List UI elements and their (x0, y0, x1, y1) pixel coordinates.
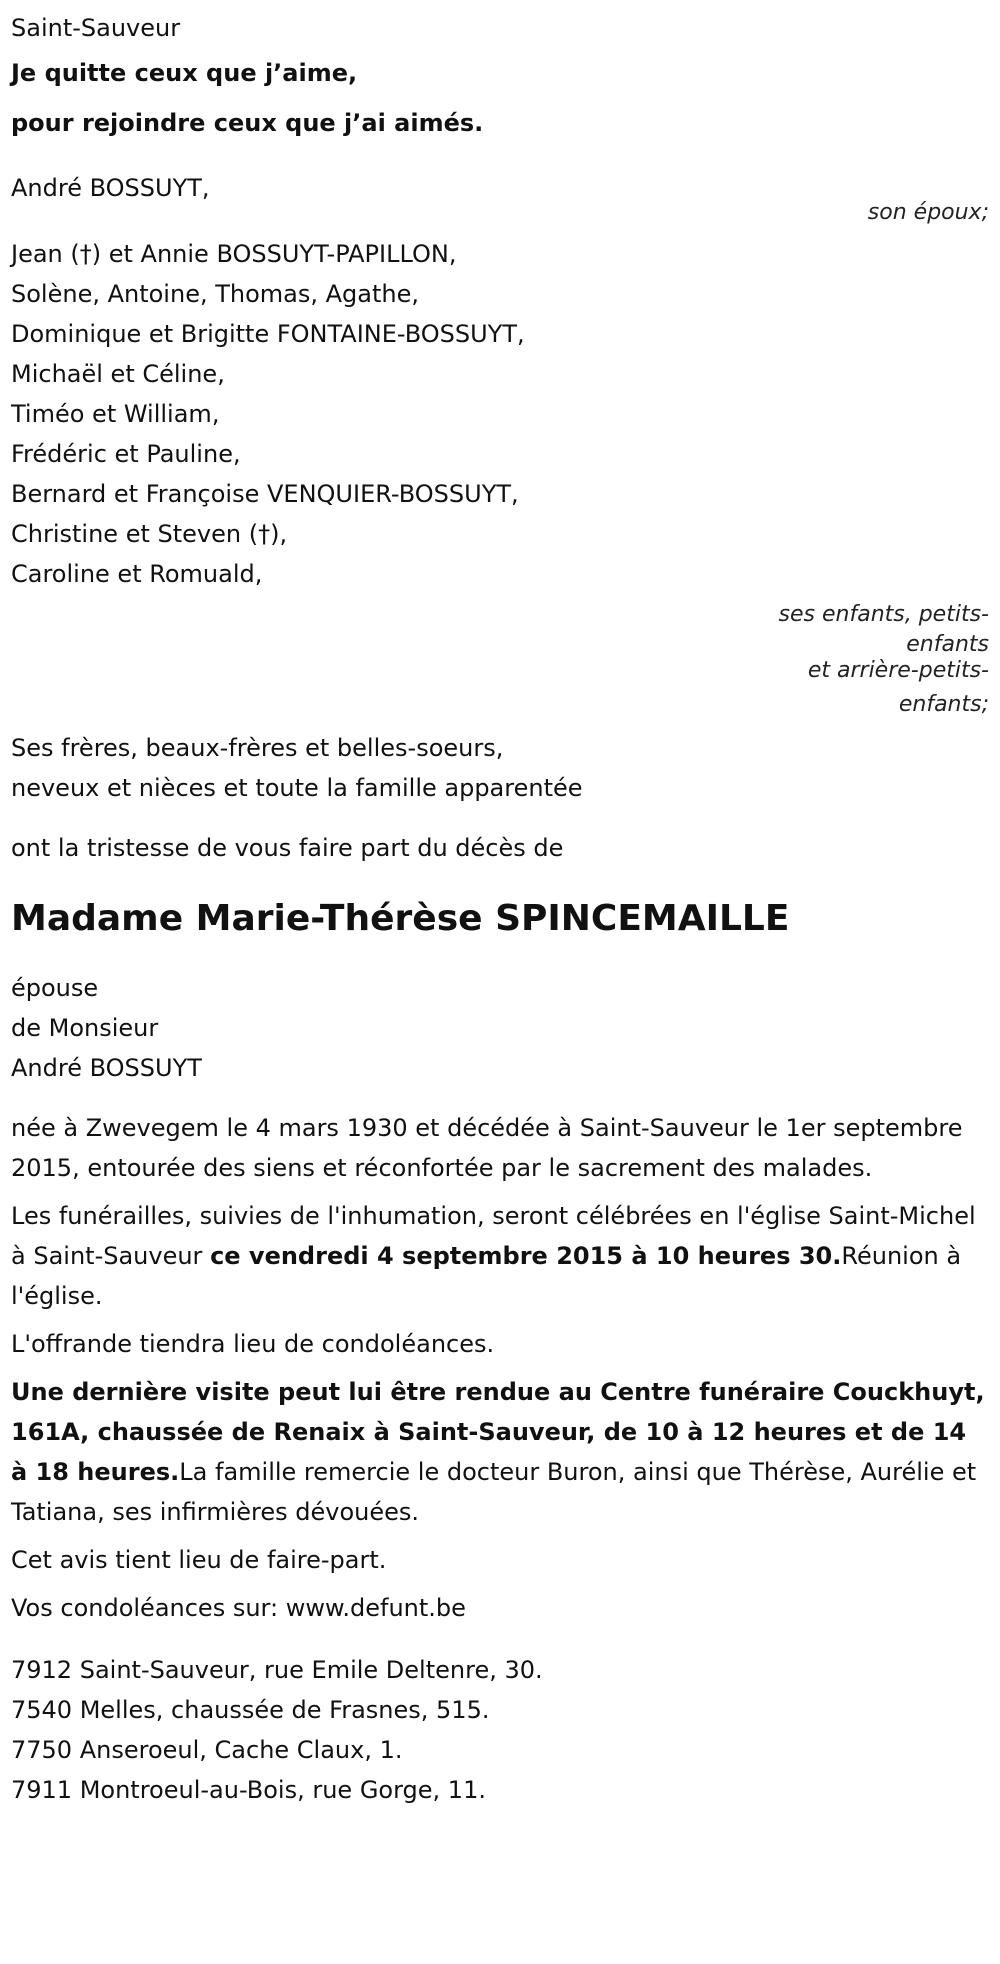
address-item: 7540 Melles, chaussée de Frasnes, 515. (11, 1696, 490, 1724)
family-line-1: Ses frères, beaux-frères et belles-soeurs, (11, 734, 504, 762)
children-role-line-3: et arrière-petits- (807, 658, 989, 683)
notice-paragraph: Cet avis tient lieu de faire-part. (11, 1546, 387, 1574)
list-item: Frédéric et Pauline, (11, 440, 241, 468)
spouse-role: son époux; (867, 200, 989, 225)
funeral-paragraph (11, 1196, 989, 1316)
list-item: Solène, Antoine, Thomas, Agathe, (11, 280, 419, 308)
address-item: 7912 Saint-Sauveur, rue Emile Deltenre, 30. (11, 1656, 543, 1684)
condolences-paragraph: Vos condoléances sur: www.defunt.be (11, 1594, 466, 1622)
family-line-2: neveux et nièces et toute la famille apparentée (11, 774, 583, 802)
quote-line-2: pour rejoindre ceux que j’ai aimés. (11, 109, 484, 137)
visit-after: La famille remercie le docteur Buron, ainsi que Thérèse, Aurélie et Tatiana, ses infirmières dévouées. (11, 1458, 977, 1526)
visit-bold: Une dernière visite peut lui être rendue au Centre funéraire Couckhuyt, 161A, chaussée de Renaix à Saint-Sauveur, de 10 à 12 heures et de 14 à 18 heures. (11, 1378, 985, 1486)
children-role-line-1: ses enfants, petits- (778, 602, 989, 627)
epouse-line-3: André BOSSUYT (11, 1054, 202, 1082)
list-item: Caroline et Romuald, (11, 560, 263, 588)
children-list (11, 234, 989, 594)
address-item: 7911 Montroeul-au-Bois, rue Gorge, 11. (11, 1776, 486, 1804)
place-name: Saint-Sauveur (11, 14, 181, 42)
children-role-line-2: enfants (906, 632, 989, 657)
announcement: ont la tristesse de vous faire part du décès de (11, 834, 564, 862)
list-item: Bernard et Françoise VENQUIER-BOSSUYT, (11, 480, 519, 508)
offering-paragraph: L'offrande tiendra lieu de condoléances. (11, 1330, 495, 1358)
list-item: Christine et Steven (†), (11, 520, 288, 548)
list-item: Dominique et Brigitte FONTAINE-BOSSUYT, (11, 320, 525, 348)
children-role (11, 598, 989, 726)
obituary-notice (11, 8, 989, 1810)
birth-death-paragraph: née à Zwevegem le 4 mars 1930 et décédée à Saint-Sauveur le 1er septembre 2015, entourée des siens et réconfortée par le sacrement des malades. (11, 1114, 963, 1182)
list-item: Timéo et William, (11, 400, 220, 428)
children-role-line-4: enfants; (898, 692, 989, 717)
funeral-text: Les funérailles, suivies de l'inhumation, seront célébrées en l'église Saint-Michel à Saint-Sauveur (11, 1202, 976, 1270)
quote-line-1: Je quitte ceux que j’aime, (11, 59, 358, 87)
address-item: 7750 Anseroeul, Cache Claux, 1. (11, 1736, 403, 1764)
list-item: Jean (†) et Annie BOSSUYT-PAPILLON, (11, 240, 457, 268)
spouse-name: André BOSSUYT, (11, 174, 210, 202)
epouse-line-2: de Monsieur (11, 1014, 159, 1042)
visit-paragraph (11, 1372, 989, 1532)
funeral-after: Réunion à l'église. (11, 1242, 962, 1310)
addresses-list (11, 1650, 989, 1810)
funeral-date: ce vendredi 4 septembre 2015 à 10 heures 30. (210, 1242, 842, 1270)
epouse-line-1: épouse (11, 974, 99, 1002)
list-item: Michaël et Céline, (11, 360, 225, 388)
deceased-name: Madame Marie-Thérèse SPINCEMAILLE (11, 898, 790, 939)
